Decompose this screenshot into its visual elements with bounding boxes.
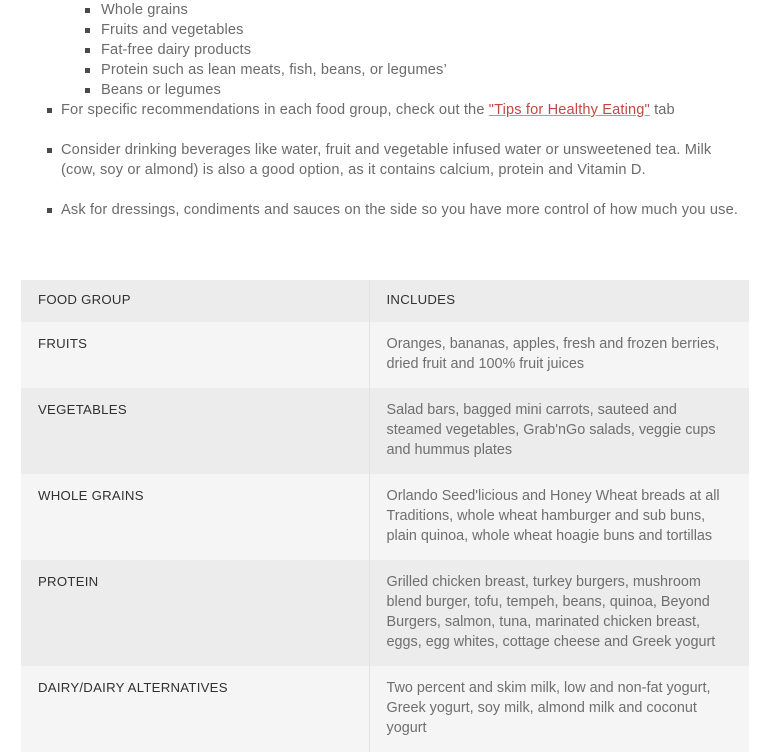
- tips-for-healthy-eating-link[interactable]: "Tips for Healthy Eating": [488, 102, 650, 118]
- cell-food-group: WHOLE GRAINS: [38, 488, 144, 503]
- list-item-label: Protein such as lean meats, fish, beans, or legumes’: [101, 62, 447, 78]
- cell-food-group: VEGETABLES: [38, 402, 127, 417]
- table-header-row: [21, 280, 749, 322]
- food-group-sublist: [0, 0, 770, 100]
- list-item-label: Beans or legumes: [101, 82, 221, 98]
- cell-includes: Grilled chicken breast, turkey burgers, mushroom blend burger, tofu, tempeh, beans, quinoa, Beyond Burgers, salmon, tuna, marinated chicken breast, eggs, egg whites, cottage cheese and Greek yogurt: [369, 560, 749, 666]
- list-item-tips-recommendation: [0, 100, 770, 120]
- list-item: [0, 40, 770, 60]
- column-header-includes: INCLUDES: [369, 280, 749, 322]
- table-row: [21, 322, 749, 388]
- cell-food-group: DAIRY/DAIRY ALTERNATIVES: [38, 680, 228, 695]
- list-item-label: Fat-free dairy products: [101, 42, 252, 58]
- tips-text-before: For specific recommendations in each food group, check out the: [61, 102, 489, 118]
- list-item: [0, 60, 770, 80]
- table-body: [21, 322, 749, 752]
- list-item-label: Fruits and vegetables: [101, 22, 244, 38]
- guidelines-list: [0, 0, 770, 220]
- tips-text-after: tab: [649, 102, 675, 118]
- table-row: [21, 388, 749, 474]
- list-item: [0, 80, 770, 100]
- list-item: [0, 0, 770, 20]
- list-item: [0, 20, 770, 40]
- cell-includes: Oranges, bananas, apples, fresh and frozen berries, dried fruit and 100% fruit juices: [369, 322, 749, 388]
- list-item-label: Whole grains: [101, 2, 188, 18]
- food-group-table: [21, 280, 749, 752]
- list-item-label: Consider drinking beverages like water, fruit and vegetable infused water or unsweetened tea. Milk (cow, soy or almond) is also a good option, as it contains calcium, protein and Vitamin D.: [61, 142, 712, 178]
- column-header-food-group: FOOD GROUP: [38, 292, 131, 307]
- spacer: [0, 180, 770, 200]
- cell-includes: Two percent and skim milk, low and non-fat yogurt, Greek yogurt, soy milk, almond milk and coconut yogurt: [369, 666, 749, 752]
- table-row: [21, 560, 749, 666]
- cell-food-group: FRUITS: [38, 336, 88, 351]
- list-item-beverages: [0, 140, 770, 180]
- table-row: [21, 666, 749, 752]
- food-group-table-wrapper: [21, 280, 749, 752]
- cell-includes: Salad bars, bagged mini carrots, sauteed and steamed vegetables, Grab'nGo salads, veggie cups and hummus plates: [369, 388, 749, 474]
- nested-list-container: [0, 0, 770, 100]
- table-head: [21, 280, 749, 322]
- guidelines-list-block: [0, 0, 770, 220]
- cell-food-group: PROTEIN: [38, 574, 99, 589]
- spacer: [0, 120, 770, 140]
- list-item-label: Ask for dressings, condiments and sauces on the side so you have more control of how much you use.: [61, 202, 739, 218]
- cell-includes: Orlando Seed'licious and Honey Wheat breads at all Traditions, whole wheat hamburger and sub buns, plain quinoa, whole wheat hoagie buns and tortillas: [369, 474, 749, 560]
- table-row: [21, 474, 749, 560]
- list-item-dressings: [0, 200, 770, 220]
